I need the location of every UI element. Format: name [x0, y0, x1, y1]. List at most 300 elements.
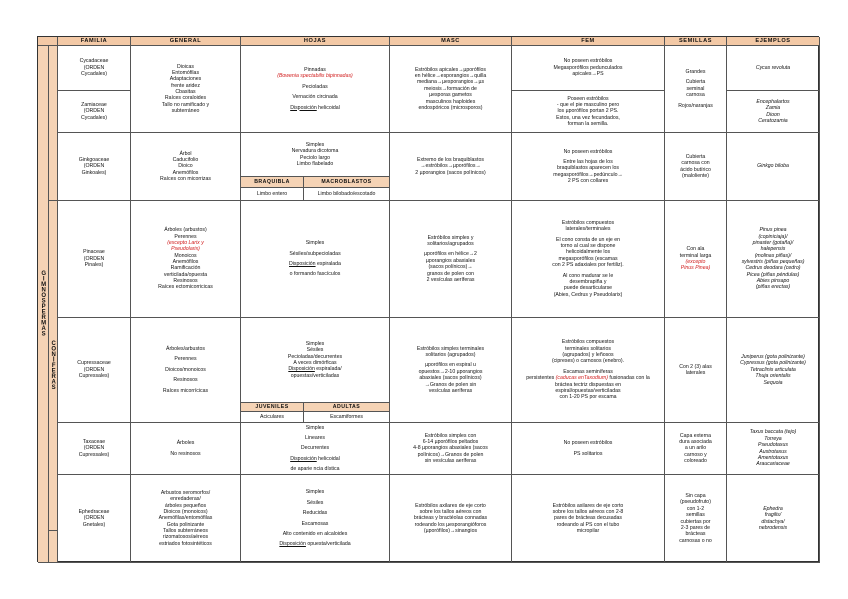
text-line: (sacos polínicos)→: [428, 264, 473, 271]
hojas-line: Sésiles: [306, 499, 324, 506]
pinaceae-ejemplos: [727, 201, 820, 318]
zamiaceae-fem: [512, 91, 665, 133]
text-line: Anemófilos: [172, 169, 199, 176]
text-line: distachya/: [761, 518, 785, 525]
text-line: Sequoia: [763, 379, 783, 386]
text-line: puede desarticularse: [563, 285, 613, 292]
text-line: rodeando los µesporangióforos: [414, 521, 487, 528]
text-line: coloreado: [684, 458, 707, 465]
text-line: µporófilos en hélice→2: [424, 251, 477, 258]
text-line: micropilar: [576, 528, 600, 535]
cupressaceae-hojas-subcell-1: Aciculares: [241, 412, 304, 423]
text-line: Capa externa: [679, 432, 712, 439]
text-line: los µporófilos portan 2 PS.: [557, 108, 619, 115]
text-line: Sin capa: [685, 493, 706, 500]
text-line: Juniperus (gota polinizante): [741, 354, 805, 361]
hojas-line: Peciolo largo: [300, 154, 330, 161]
text-line: Taxodium): [583, 375, 608, 382]
classification-table: [37, 36, 819, 562]
text-line: polínicos)→Granos de polen: [417, 451, 484, 458]
pinaceae-semillas: [665, 201, 727, 318]
text-line: Ginkgo biloba: [757, 163, 789, 170]
taxaceae-fem: [512, 423, 665, 475]
cupressaceae-fem: [512, 318, 665, 423]
text-line: Cycas revoluta: [755, 64, 791, 71]
text-line: Con ala: [686, 246, 705, 253]
text-line: Dioico: [178, 163, 193, 170]
text-line: pinaster (gotaña)/: [752, 239, 794, 246]
cycad-general: [131, 46, 241, 133]
text-line: con 1-2: [686, 505, 705, 512]
text-line: con 1-20 PS por escama: [559, 394, 617, 401]
text-line: Tallo no ramificado y: [161, 101, 210, 108]
pinaceae-fem: [512, 201, 665, 318]
text-line: No resinosos: [170, 450, 201, 457]
side-spacer: [49, 46, 58, 201]
text-line: sylvestris (piñas pequeñas): [741, 259, 805, 265]
column-header-hojas: HOJAS: [241, 37, 390, 46]
text-line: rodeando al PS con el tubo: [556, 521, 620, 528]
taxaceae-hojas: [241, 423, 390, 475]
ephedraceae-general: [131, 475, 241, 563]
hojas-line: Simples: [305, 424, 325, 431]
text-line: Raíces ectomicorricicas: [158, 284, 213, 291]
hojas-line: Pecioladas: [302, 83, 328, 90]
text-line: Estos, una vez fecundados,: [556, 114, 620, 121]
text-line: dura asociada: [679, 438, 712, 445]
text-line: carnosas o no: [679, 537, 712, 544]
text-line: Torreya: [764, 435, 782, 442]
text-line: pares de brácteas decusadas: [553, 515, 623, 522]
text-line: Caducifolio: [172, 156, 199, 163]
disposicion-word: Disposición: [290, 104, 317, 111]
cupressaceae-hojas-subhead-1: JUVENILES: [241, 403, 304, 412]
text-line: 2 µporangios (sacos polínicos): [415, 169, 486, 176]
text-line: →estróbilos→µporófilos→: [420, 163, 481, 170]
column-header-fem: FEM: [512, 37, 665, 46]
text-line: con 2 PS adaxiales por fertiliz).: [552, 262, 624, 269]
ephedraceae-ejemplos: [727, 475, 820, 563]
text-line: Cycadales): [81, 71, 107, 78]
ginkgoaceae-masc: [390, 133, 512, 201]
text-line: Cypressus (gota polinizante): [740, 360, 806, 367]
text-line: No poseen estróbilos: [563, 440, 613, 447]
text-line: Dioicos/monoicos: [165, 366, 206, 373]
cycad-masc: [390, 46, 512, 133]
hojas-line: A veces dimórficas: [293, 360, 337, 366]
text-line: Escamas seminíferas: [563, 368, 613, 375]
text-line: megasporófilos (escamas: [558, 255, 618, 262]
text-line: desembrapiña y: [569, 278, 607, 285]
cupressaceae-semillas: [665, 318, 727, 423]
cupressaceae-general: [131, 318, 241, 423]
family-zamiaceae: [58, 91, 131, 133]
zamiaceae-ejemplos: [727, 91, 820, 133]
hojas-line: Vernación circinada: [292, 94, 338, 101]
text-line: carnosa con: [681, 160, 710, 167]
text-line: laterales: [685, 370, 706, 376]
text-line: (excepto Larix y: [167, 239, 204, 246]
text-line: estriados fotosintéticos: [159, 540, 212, 547]
text-line: Taxus baccata (tejo): [749, 429, 797, 436]
column-header-familia: FAMILIA: [58, 37, 131, 46]
cycad-semillas: [665, 46, 727, 133]
text-line: Adaptaciones: [169, 76, 202, 83]
text-line: Cubierta: [685, 153, 706, 160]
text-line: apicales→PS: [572, 71, 604, 78]
text-line: fusionadas con la: [607, 375, 650, 382]
ephedraceae-hojas: [241, 475, 390, 563]
text-line: (ORDEN: [83, 255, 105, 262]
ginkgoaceae-hojas: [241, 133, 390, 177]
gimnospermas-label: GIMNOSPERMAS: [38, 46, 49, 563]
text-line: Resinosos: [173, 278, 198, 285]
hojas-line: Sésiles: [306, 347, 324, 354]
cupressaceae-familia: [58, 318, 131, 423]
text-line: Pinales): [84, 262, 104, 269]
text-line: granos de polen con: [426, 270, 474, 277]
text-line: Con 2 (3) alas: [679, 363, 712, 370]
text-line: Ephedraceae: [78, 508, 110, 515]
hojas-line: Lineares: [305, 434, 325, 441]
text-line: laterales/terminales: [565, 226, 611, 233]
disposicion-word: Disposición: [289, 261, 316, 267]
hojas-line: Simples: [305, 240, 325, 247]
pinaceae-familia: [58, 201, 131, 318]
text-line: seminal: [686, 85, 705, 92]
text-line: megasporófilos→pedúnculo→: [553, 171, 623, 178]
text-line: Ceratozamia: [758, 117, 788, 124]
text-line: Cbasitas: [175, 89, 196, 95]
text-line: halepensis: [760, 246, 786, 253]
column-header-ejemplos: EJEMPLOS: [727, 37, 820, 46]
text-line: rizomatosos/aéreos: [162, 534, 209, 541]
text-line: subterráneo: [171, 108, 200, 115]
text-line: Raíces coraloides: [164, 95, 207, 102]
text-line: Entre las hojas de los: [563, 158, 613, 165]
text-line: (ORDEN: [83, 163, 105, 170]
text-line: Ramificación: [170, 265, 201, 272]
text-line: El cono consta de un eje en: [555, 236, 621, 243]
text-line: Abies pinsapo: [756, 278, 790, 285]
text-line: (molinas piñas)/: [754, 252, 792, 259]
text-line: a un arilo: [684, 445, 707, 452]
text-line: Resinosos: [173, 377, 198, 384]
disposicion-value: helicoidal: [316, 455, 340, 462]
text-line: Árboles (arbustos): [164, 227, 207, 234]
hojas-line: de aparie ncia dística: [290, 466, 340, 473]
text-line: braquiblastos aparecen los: [556, 165, 619, 172]
text-line: Árboles/arbustos: [166, 346, 205, 353]
taxaceae-masc: [390, 423, 512, 475]
text-line: Gnetales): [82, 521, 106, 528]
column-header-semillas: SEMILLAS: [665, 37, 727, 46]
disposicion-word: Disposición: [288, 366, 315, 373]
hojas-line: (Bowenia spectabilis bipinnadas): [277, 73, 353, 80]
text-line: µporangios abaxiales: [425, 257, 476, 264]
text-line: carnoso y: [684, 451, 707, 458]
side-spacer-bottom: [49, 531, 58, 563]
semillas-line: Rojos/naranjas: [678, 102, 713, 109]
text-line: (ORDEN: [83, 64, 105, 71]
pinaceae-masc: [390, 201, 512, 318]
taxaceae-general: [131, 423, 241, 475]
cupressaceae-hojas-subhead-2: ADULTAS: [304, 403, 390, 412]
text-line: 2-3 pares de: [680, 524, 711, 531]
text-line: Grandes: [685, 69, 706, 76]
text-line: Anemófilos: [172, 259, 199, 265]
hojas-line: Pinnadas: [304, 67, 326, 74]
text-line: Cubierta: [685, 79, 706, 86]
text-line: sobre los tallos aéreos con 2-8: [552, 508, 624, 515]
taxaceae-semillas: [665, 423, 727, 475]
ginkgoaceae-hojas-subhead-1: BRAQUIBLA: [241, 177, 304, 188]
text-line: Raíces con micorrizas: [159, 176, 212, 183]
text-line: solitarios (agrupados): [425, 352, 476, 359]
text-line: (ORDEN: [83, 108, 105, 115]
text-line: persistentes: [526, 375, 556, 382]
disposicion-value: espiralada/: [314, 366, 342, 373]
ginkgoaceae-familia: [58, 133, 131, 201]
text-line: (caducas en: [555, 375, 584, 382]
text-line: opuestos→2-10 µporangios: [418, 368, 483, 375]
corner-cell: [38, 37, 58, 46]
text-line: Árboles: [176, 440, 195, 447]
text-line: Anemófilas/entomófilas: [158, 515, 213, 522]
taxaceae-familia: [58, 423, 131, 475]
text-line: forman la semilla.: [567, 121, 609, 128]
text-line: No poseen estróbilos: [563, 58, 613, 65]
text-line: terminal larga: [679, 252, 712, 259]
hojas-line: Escamosas: [301, 520, 329, 527]
pinaceae-hojas: [241, 201, 390, 318]
cupressaceae-ejemplos: [727, 318, 820, 423]
text-line: Pinus Pinea): [680, 265, 711, 272]
ephedraceae-semillas: [665, 475, 727, 563]
text-line: fragilis/: [764, 512, 782, 519]
text-line: µporófilos en espiral u: [425, 362, 476, 369]
text-line: Perennes: [174, 233, 197, 240]
hojas-line: Limbo flabelado: [296, 160, 334, 167]
text-line: árboles pequeños: [164, 502, 207, 509]
text-line: Cupressaceae: [77, 360, 111, 367]
text-line: Poseen estróbilos: [567, 95, 609, 102]
text-line: Extremo de los braquiblastos: [417, 156, 484, 163]
text-line: Dioicos (monoicos): [163, 508, 208, 515]
text-line: Thuja orientalis: [755, 373, 791, 380]
text-line: Estróbilos simples terminales: [416, 345, 485, 352]
text-line: (ORDEN: [83, 366, 105, 373]
text-line: (ORDEN: [83, 445, 105, 452]
text-line: Amentotaxus: [757, 454, 789, 461]
text-line: Zamia: [765, 105, 781, 112]
text-line: Arbustos xeromorfos/: [160, 489, 211, 496]
ginkgoaceae-hojas-subcell-2: Limbo bilobado/escotado: [304, 188, 390, 201]
text-line: Encephalartos: [756, 98, 790, 105]
hojas-line: Pecioladas/decurrentes: [287, 353, 343, 360]
hojas-line: Decurrentes: [300, 445, 330, 452]
text-line: verticilada/opuesta: [163, 271, 208, 278]
text-line: Entomófilas: [171, 69, 200, 76]
hojas-line: Reducidas: [302, 510, 328, 517]
text-line: (µporófilos)→sinangios: [423, 528, 478, 535]
text-line: ácido butírico: [680, 166, 711, 173]
hojas-line: Sésiles/subpecioladas: [289, 250, 341, 257]
text-line: Ginkoales): [81, 169, 107, 176]
text-line: Estróbilos simples con: [424, 432, 477, 439]
text-line: Estróbilos compuestos: [561, 220, 615, 227]
hojas-line: Simples: [305, 340, 325, 347]
text-line: Estróbilos axilares de eje corto: [415, 502, 486, 509]
text-line: 4-8 µporangios abaxiales (sacos: [413, 445, 488, 452]
text-line: torno al cual se dispone: [560, 243, 616, 250]
text-line: Cupressales): [78, 373, 110, 380]
text-line: (pseudofruto): [680, 499, 711, 506]
hojas-line: Simples: [305, 489, 325, 496]
text-line: Picea (piñas péndulas): [746, 271, 800, 278]
text-line: Raíces micorrícicas: [162, 387, 209, 394]
text-line: meiosis→formación de: [424, 85, 477, 92]
text-line: semillas: [686, 512, 705, 519]
text-line: brácteas: [685, 531, 706, 538]
text-line: Cupressales): [78, 451, 110, 458]
text-line: Estróbilos simples y: [427, 234, 474, 241]
hojas-line: Alto contenido en alcaloides: [282, 530, 348, 537]
text-line: Pseudotaxus: [758, 442, 788, 449]
text-line: en hélice→esporangios→quilla: [414, 73, 487, 80]
text-line: 2 PS con collares: [567, 178, 609, 185]
disposicion-line: [290, 105, 340, 111]
text-line: Estróbilos compuestos: [561, 339, 615, 346]
text-line: Pinaceae: [83, 249, 105, 256]
cycadaceae-ejemplos: [727, 46, 820, 91]
cupressaceae-hojas-subcell-2: Escamiformes: [304, 412, 390, 423]
text-line: Cedrus deodara (cedro): [745, 265, 801, 272]
text-line: (excepto: [685, 259, 706, 265]
ginkgoaceae-hojas-subhead-2: MACROBLASTOS: [304, 177, 390, 188]
text-line: carnosa: [686, 92, 705, 99]
text-line: Monoicos: [174, 252, 197, 259]
text-line: sin vesículas aeríferas: [424, 458, 477, 465]
pinaceae-general: [131, 201, 241, 318]
text-line: Cycadales): [81, 114, 107, 121]
text-line: No poseen estróbilos: [563, 148, 613, 155]
text-line: enredaderas/: [170, 496, 201, 503]
cycadaceae-fem: [512, 46, 665, 91]
ephedraceae-familia: [58, 475, 131, 563]
text-line: Megasporófilos pedunculados: [553, 64, 623, 71]
text-line: cubiertas por: [680, 518, 711, 525]
text-line: Zamiaceae: [81, 101, 107, 108]
ephedraceae-masc: [390, 475, 512, 563]
coniferas-label: CONÍFERAS: [49, 201, 58, 531]
hojas-line: Simples: [305, 141, 325, 148]
text-line: Pinus pinea: [759, 227, 787, 234]
text-line: (copiniciaja)/: [758, 233, 788, 240]
column-header-general: GENERAL: [131, 37, 241, 46]
text-line: Dioicas: [176, 63, 194, 70]
text-line: Ginkgoaceae: [78, 156, 110, 163]
disposicion-value: helicoidal: [316, 104, 340, 111]
ephedraceae-fem: [512, 475, 665, 563]
text-line: endospóricos (microsporos): [418, 104, 483, 111]
hojas-line: opuestas/verticiladas: [290, 372, 340, 379]
text-line: (ORDEN: [83, 515, 105, 522]
text-line: espiral/opuestas/verticiladas: [555, 387, 621, 394]
text-line: Gota polinizante: [166, 521, 205, 528]
text-line: nebrodensis: [758, 524, 788, 531]
disposicion-word: Disposición: [279, 541, 306, 548]
text-line: Austrotaxus: [759, 448, 787, 455]
text-line: abaxiales (sacos polínicos): [419, 375, 482, 382]
text-line: Pseudolarix): [171, 246, 200, 253]
disposicion-value: espiralada: [315, 261, 341, 267]
cupressaceae-hojas: [241, 318, 390, 403]
text-line: - que el pie masculino pero: [556, 101, 620, 108]
text-line: →Granos de polen sin: [424, 381, 477, 388]
ginkgoaceae-ejemplos: [727, 133, 820, 201]
ginkgoaceae-general: [131, 133, 241, 201]
text-line: Cycadaceae: [79, 58, 109, 65]
text-line: (cipreses) o carnosos (enebro).: [551, 358, 625, 365]
text-line: Ephedra: [763, 505, 783, 512]
text-line: Tallos subterráneos: [163, 528, 208, 535]
text-line: µesporas gametos: [429, 92, 472, 99]
text-line: (Abies, Cedrus y Pseudolarix): [553, 291, 623, 298]
text-line: mediana→µesporangios→µs: [416, 79, 485, 86]
cupressaceae-masc: [390, 318, 512, 423]
disposicion-word: Disposición: [290, 455, 317, 462]
text-line: Araucariaceae: [756, 461, 790, 468]
ginkgoaceae-fem: [512, 133, 665, 201]
text-line: vesículas aeríferas: [428, 387, 473, 394]
text-line: Estróbilos axilares de eje corto: [552, 502, 624, 509]
ginkgoaceae-hojas-subcell-1: Limbo entero: [241, 188, 304, 201]
text-line: PS solitarios: [573, 450, 603, 457]
text-line: Taxaceae: [82, 438, 106, 445]
ginkgoaceae-semillas: [665, 133, 727, 201]
text-line: frente aridez: [171, 82, 200, 89]
text-line: Tetraclinis articulata: [750, 366, 796, 373]
text-line: Dioon: [766, 111, 780, 118]
text-line: Al cono madurar se le: [562, 272, 614, 279]
text-line: bráctea tectriz dispuestas en: [554, 381, 622, 388]
hojas-line: [279, 541, 350, 547]
hojas-line: [290, 456, 340, 462]
hojas-line: o formando fascículos: [289, 271, 341, 278]
text-line: (maloliente): [681, 172, 710, 179]
column-header-masc: MASC: [390, 37, 512, 46]
text-line: Árbol: [179, 150, 192, 157]
hojas-line: [289, 261, 341, 267]
text-line: 6-14 µporófilos peltados: [422, 438, 479, 445]
text-line: helicoidalmente los: [565, 249, 611, 256]
text-line: (agrupados) y leñosos: [562, 352, 614, 359]
text-line: masculinos haploides: [425, 98, 476, 105]
disposicion-value: opuesta/verticilada: [305, 541, 351, 548]
text-line: (piñas erectas): [755, 284, 791, 291]
text-line: terminales solitarios: [565, 345, 611, 352]
taxaceae-ejemplos: [727, 423, 820, 475]
text-line: Perennes: [174, 356, 197, 363]
hojas-line: Nervadura dicotoma: [291, 148, 339, 155]
text-line: solitarios/agrupados: [427, 241, 474, 248]
cycad-hojas: [241, 46, 390, 133]
text-line: 2 vesículas aeríferas: [426, 276, 475, 283]
text-line: brácteas y bractéolas connadas: [413, 515, 488, 522]
text-line: sobre los tallos aéreos con: [419, 508, 482, 515]
text-line: Estróbilos apicales→µporófilos: [414, 66, 487, 73]
